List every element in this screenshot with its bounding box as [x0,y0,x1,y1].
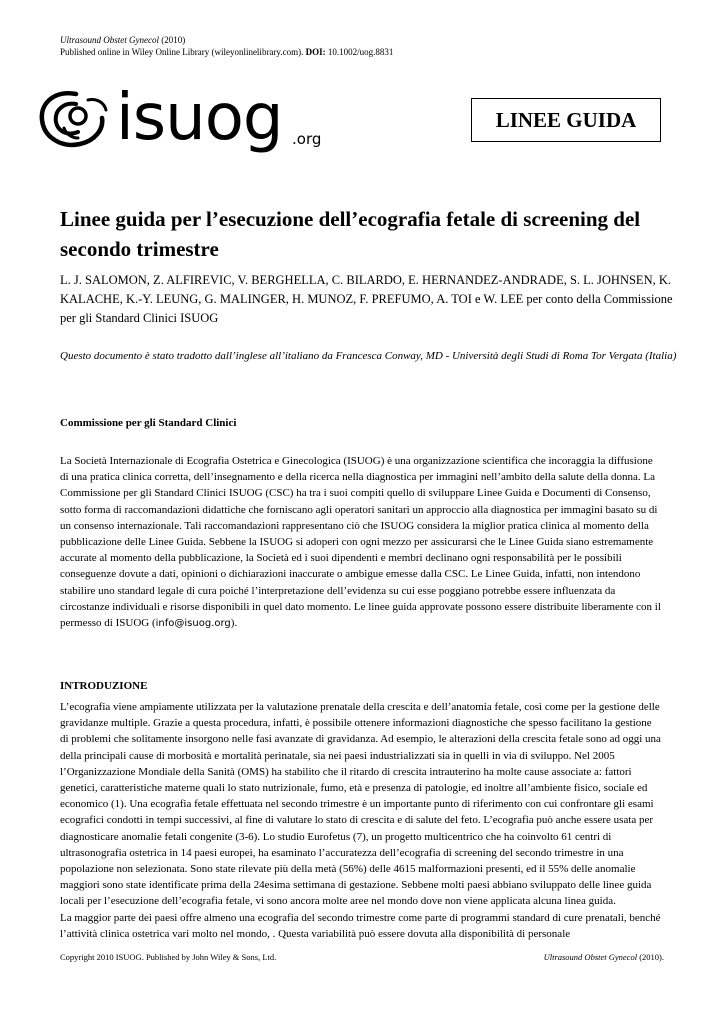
journal-header [60,34,393,58]
journal-name: Ultrasound Obstet Gynecol [60,35,159,45]
isuog-fetus-icon [36,88,116,152]
contact-email: info@isuog.org [155,618,231,630]
paragraph-introduction-1: L’ecografia viene ampiamente utilizzata per la valutazione prenatale della crescita e dell’anatomia fetale, così come per la gestione delle gravidanze multiple. Grazie a questa procedura, infatti, è possibile ottenere informazioni diagnostiche che spesso facilitano la gestione di problemi che solitamente insorgono nelle fasi avanzate di gravidanza. Ad esempio, le alterazioni della crescita fetale sono ad oggi una della principali cause di morbosità e mortalità perinatale, sia nei paesi industrializzati sia in quelli in via di sviluppo. Nel 2005 l’Organizzazione Mondiale della Sanità (OMS) ha stabilito che il ritardo di crescita intrauterino ha molte cause associate a: fattori genetici, caratteristiche materne quali lo stato nutrizionale, fumo, età e presenza di patologie, ed inoltre all’ambiente fisico, sociale ed economico (1). Una ecografia fetale effettuata nel secondo trimestre è un importante punto di riferimento con cui confrontare gli esami ecografici condotti in tempi successivi, al fine di valutare lo stato di crescita e di salute del feto. L’ecografia può anche essere usata per diagnosticare anomalie fetali congenite (3-6). Lo studio Eurofetus (7), un progetto multicentrico che ha coinvolto 61 centri di ultrasonografia ostetrica in 14 paesi europei, ha esaminato l’accuratezza dell’ecografia di screening del secondo trimestre in una popolazione non selezionata. Sono state rilevate più della metà (56%) delle 4615 malformazioni presenti, ed il 55% delle anomalie maggiori sono state identificate prima della 24esima settimana di gestazione. Sebbene molti paesi abbiano sviluppato delle linee guida locali per l’esecuzione dell’ecografia fetale, vi sono ancora molte aree nel mondo dove non viene applicata alcuna linea guida. [60,701,661,908]
doi-label: DOI: [305,47,326,57]
paragraph-standards-end: ). [230,617,238,630]
translation-note: Questo documento è stato tradotto dall’inglese all’italiano da Francesca Conway, MD - Università degli Studi di Roma Tor Vergata (Italia) [60,350,677,362]
section-heading-standards: Commissione per gli Standard Clinici [60,417,237,429]
author-list: L. J. SALOMON, Z. ALFIREVIC, V. BERGHELLA, C. BILARDO, E. HERNANDEZ-ANDRADE, S. L. JOHNSEN, K. KALACHE, K.-Y. LEUNG, G. MALINGER, H. MUNOZ, F. PREFUMO, A. TOI e W. LEE per conto della Commissione per gli Standard Clinici ISUOG [60,273,673,325]
published-online-text: Published online in Wiley Online Library (wileyonlinelibrary.com). [60,47,306,57]
paragraph-standards [60,453,662,632]
logo-suffix: .org [292,130,322,148]
page-footer [60,952,664,962]
footer-journal: Ultrasound Obstet Gynecol [543,952,638,962]
paragraph-introduction-2: La maggior parte dei paesi offre almeno una ecografia del secondo trimestre come parte di programmi standard di cure prenatali, benché l’attività clinica ostetrica vari molto nel mondo, . Questa variabilità può essere dovuta alla disponibilità di personale [60,912,661,941]
footer-copyright: Copyright 2010 ISUOG. Published by John Wiley & Sons, Ltd. [60,952,277,962]
footer-year: (2010). [637,952,664,962]
document-type-badge: LINEE GUIDA [471,98,661,142]
journal-year: (2010) [161,35,186,45]
isuog-logo [36,81,326,164]
section-heading-introduction: INTRODUZIONE [60,680,148,692]
paragraph-standards-text: La Società Internazionale di Ecografia Ostetrica e Ginecologica (ISUOG) è una organizzazione scientifica che incoraggia la diffusione di una pratica clinica corretta, dell’insegnamento e della ricerca nella diagnostica per immagini nell’ambito della salute della donna. La Commissione per gli Standard Clinici ISUOG (CSC) ha tra i suoi compiti quello di sviluppare Linee Guida e Documenti di Consenso, sotto forma di raccomandazioni didattiche che forniscano agli operatori sanitari un approccio alla diagnostica per immagini basato su di un consenso internazionale. Tali raccomandazioni rappresentano ciò che ISUOG considera la miglior pratica clinica al momento della pubblicazione delle Linee Guida. Sebbene la ISUOG si adoperi con ogni mezzo per assicurarsi che le Linee Guida siano estremamente accurate al momento della pubblicazione, la Società ed i suoi dipendenti e membri declinano ogni responsabilità per le possibili conseguenze dovute a dati, opinioni o dichiarazioni inaccurate o ambigue emesse dalla CSC. Le Linee Guida, infatti, non intendono stabilire uno standard legale di cura poiché l’interpretazione dell’evidenza su cui esse poggiano potrebbe essere influenzata da circostanze individuali e risorse disponibili in quel dato momento. Le linee guida approvate possono essere distribuite liberamente con il permesso di ISUOG ( [60,455,661,630]
footer-citation [544,952,664,962]
page-title: Linee guida per l’esecuzione dell’ecografia fetale di screening del secondo trimestre [60,207,641,261]
doi-value: 10.1002/uog.8831 [325,47,394,57]
logo-wordmark: isuog [116,81,283,155]
